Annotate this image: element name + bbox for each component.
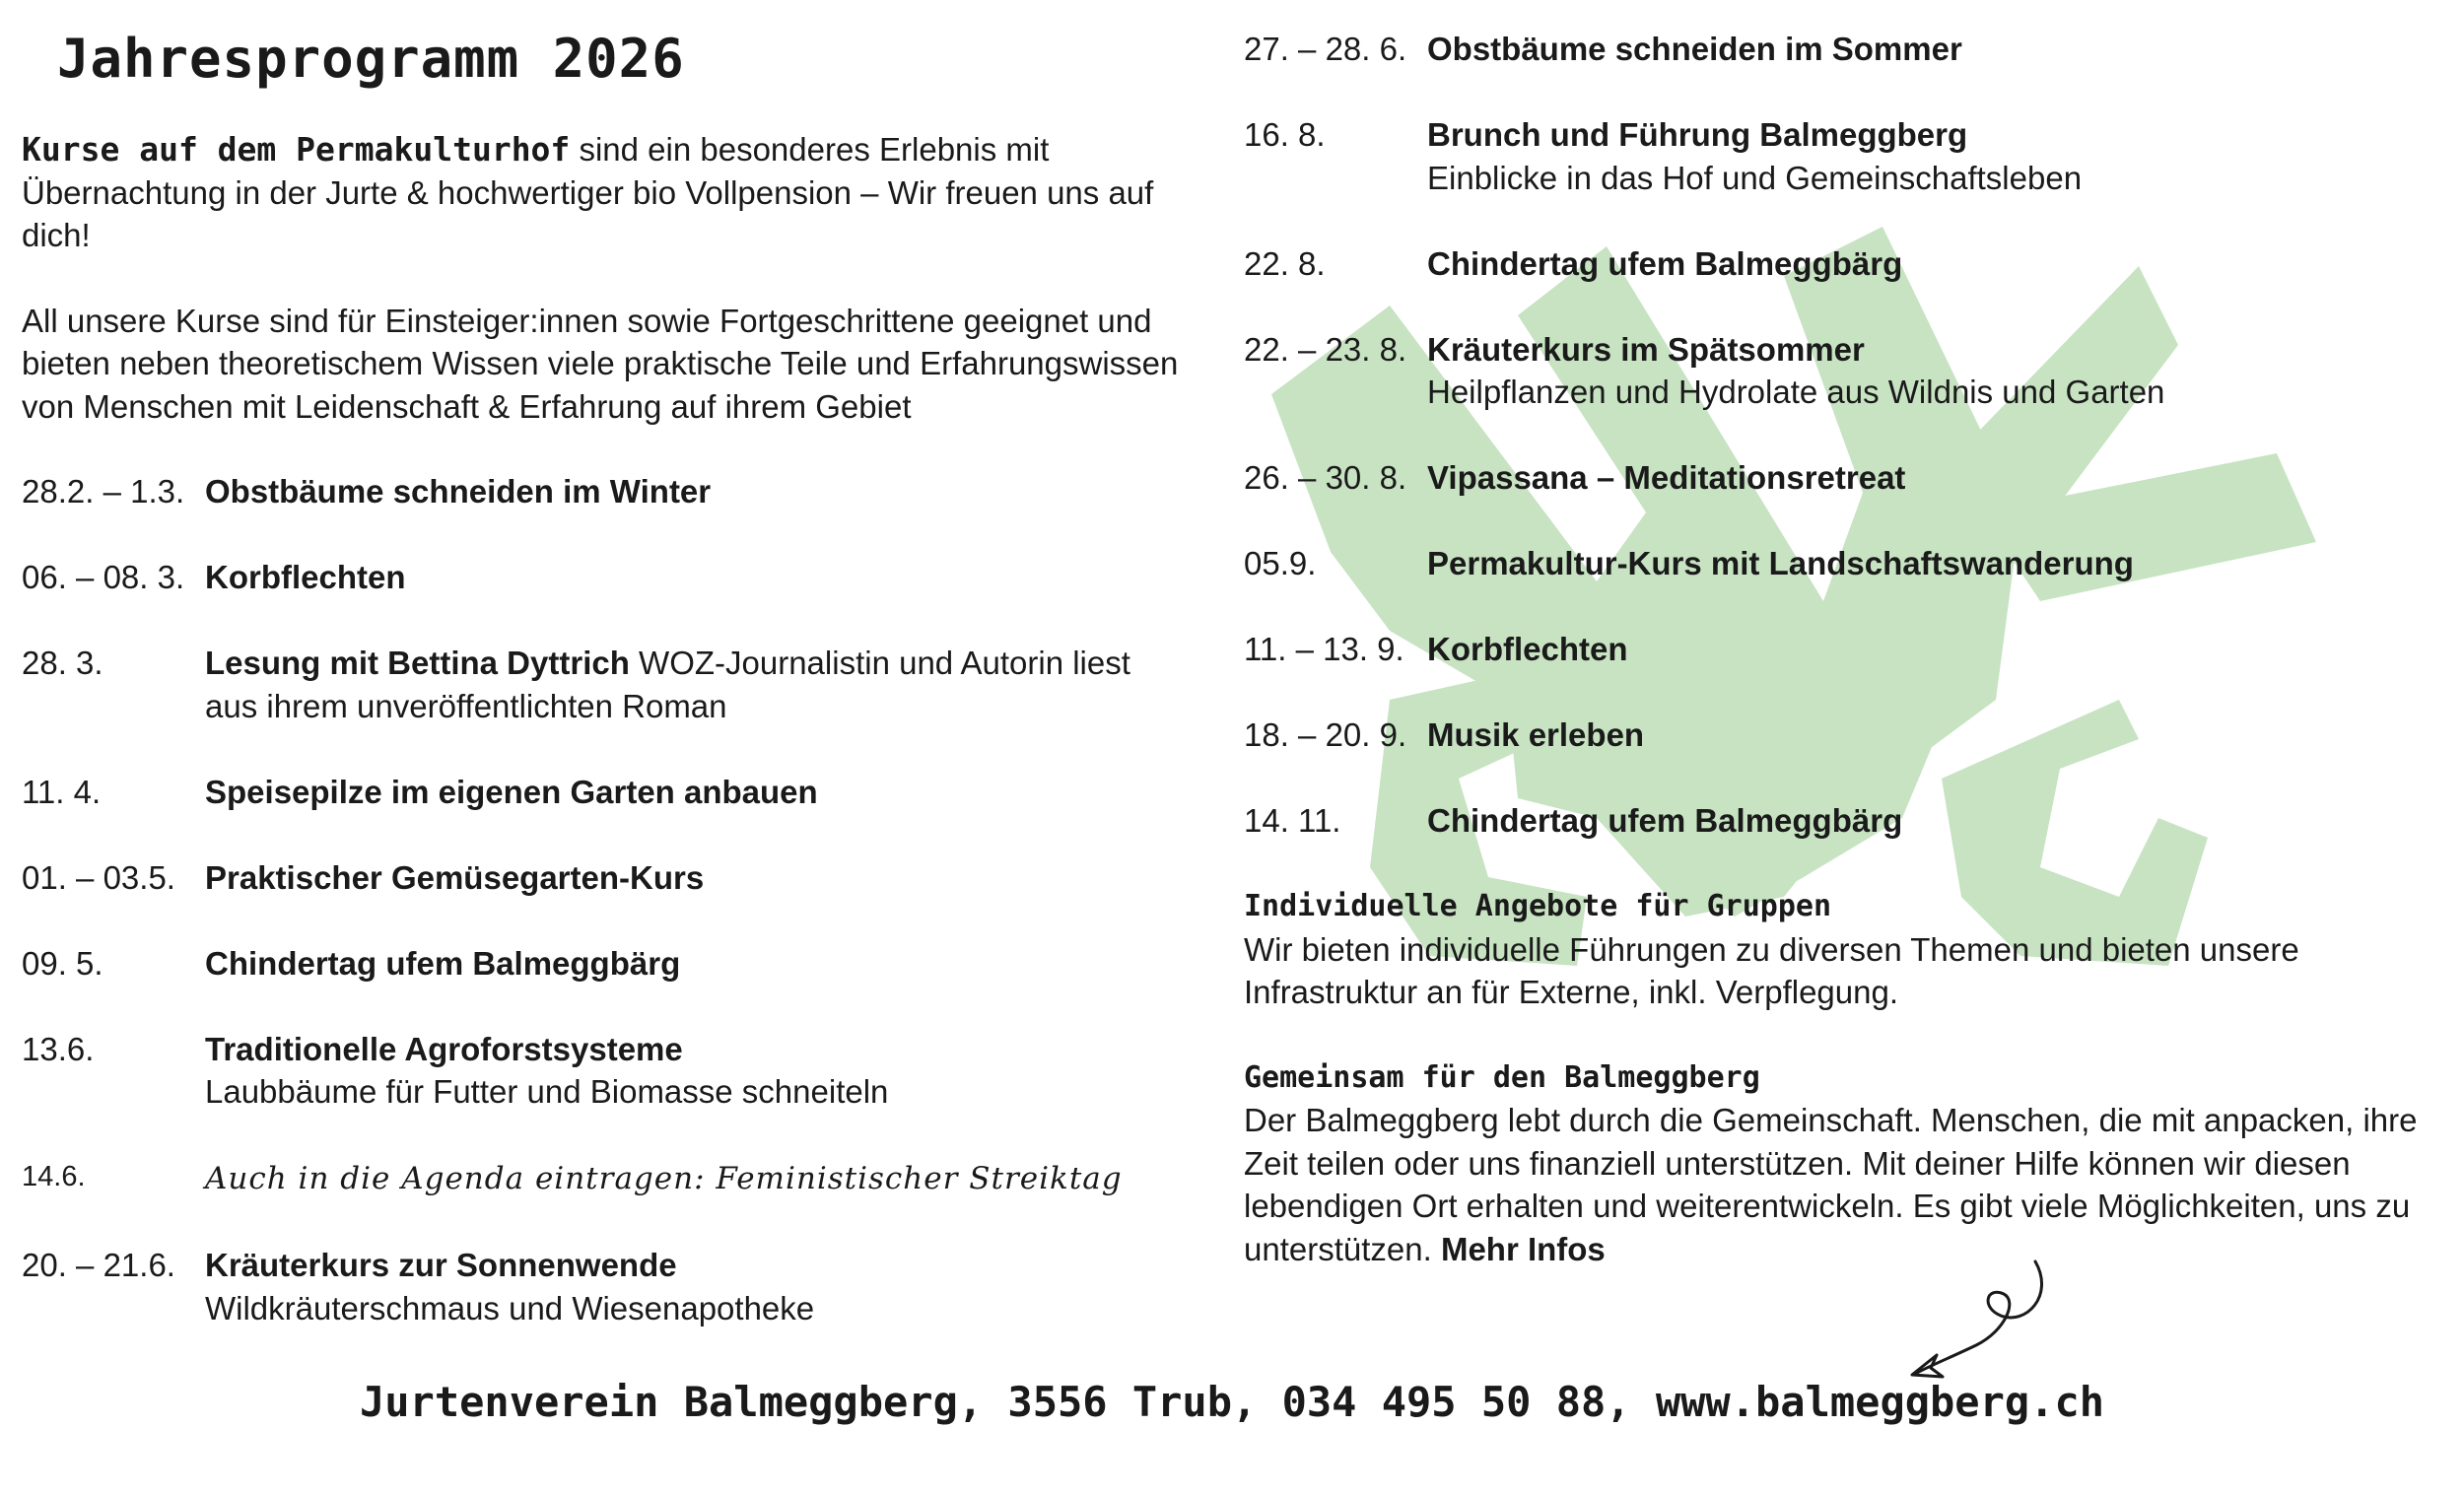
- event-item: [1244, 328, 2427, 414]
- event-item: [22, 642, 1185, 727]
- intro-paragraph: [22, 128, 1185, 257]
- event-title: Chindertag ufem Balmeggbärg: [205, 944, 681, 982]
- event-title: Kräuterkurs zur Sonnenwende: [205, 1247, 677, 1283]
- event-item: [22, 856, 1185, 900]
- right-column: [1244, 28, 2427, 1270]
- page-title: Jahresprogramm 2026: [57, 28, 685, 90]
- event-subtitle: Laubbäume für Futter und Biomasse schneiteln: [205, 1073, 889, 1110]
- community-text: [1244, 1099, 2427, 1270]
- event-title: Speisepilze im eigenen Garten anbauen: [205, 773, 818, 810]
- event-date: 22. 8.: [1244, 244, 1326, 282]
- more-info-link[interactable]: Mehr Infos: [1440, 1230, 1606, 1267]
- event-date: 14.6.: [22, 1161, 86, 1192]
- event-title: Korbflechten: [1427, 631, 1628, 667]
- event-title: Obstbäume schneiden im Sommer: [1427, 31, 1962, 67]
- event-date: 27. – 28. 6.: [1244, 31, 1407, 67]
- event-item: [22, 942, 1185, 986]
- event-date: 26. – 30. 8.: [1244, 459, 1407, 496]
- event-item: [22, 1244, 1185, 1329]
- event-item: [1244, 714, 2427, 757]
- event-date: 28.2. – 1.3.: [22, 473, 185, 510]
- event-date: 14. 11.: [1244, 802, 1341, 839]
- event-title: Obstbäume schneiden im Winter: [205, 473, 712, 510]
- intro-lead-rest: sind ein besonderes Erlebnis mit Übernachtung in der Jurte & hochwertiger bio Vollpension – Wir freuen uns auf dich!: [22, 131, 1154, 253]
- event-item: [22, 470, 1185, 513]
- event-date: 11. 4.: [22, 773, 102, 810]
- event-date: 01. – 03.5.: [22, 858, 175, 896]
- event-date: 20. – 21.6.: [22, 1247, 175, 1283]
- event-date: 05.9.: [1244, 545, 1317, 581]
- event-date: 28. 3.: [22, 645, 103, 681]
- event-subtitle: Heilpflanzen und Hydrolate aus Wildnis und Garten: [1427, 374, 2165, 410]
- event-title: Chindertag ufem Balmeggbärg: [1427, 244, 1903, 282]
- event-item: [1244, 242, 2427, 286]
- event-item: [1244, 28, 2427, 71]
- event-title: Vipassana – Meditationsretreat: [1427, 459, 1906, 496]
- event-title: Korbflechten: [205, 559, 406, 595]
- event-item: [1244, 628, 2427, 671]
- event-item: [22, 771, 1185, 814]
- event-date: 11. – 13. 9.: [1244, 631, 1404, 667]
- event-date: 16. 8.: [1244, 116, 1326, 153]
- footer-contact: Jurtenverein Balmeggberg, 3556 Trub, 034 495 50 88, www.balmeggberg.ch: [359, 1378, 2105, 1426]
- event-item: [1244, 542, 2427, 585]
- event-date: 13.6.: [22, 1030, 95, 1067]
- event-note: Auch in die Agenda eintragen: Feministischer Streiktag: [205, 1161, 1123, 1196]
- event-description: WOZ-Journalistin und Autorin liest aus ihrem unveröffentlichten Roman: [205, 645, 1130, 724]
- event-title: Lesung mit Bettina Dyttrich: [205, 645, 630, 681]
- event-item: [22, 556, 1185, 599]
- event-item: [1244, 113, 2427, 199]
- groups-title: Individuelle Angebote für Gruppen: [1244, 889, 1832, 923]
- event-title: Brunch und Führung Balmeggberg: [1427, 116, 1968, 153]
- event-subtitle: Einblicke in das Hof und Gemeinschaftsleben: [1427, 159, 2083, 196]
- event-date: 18. – 20. 9.: [1244, 716, 1407, 753]
- event-title: Praktischer Gemüsegarten-Kurs: [205, 858, 705, 896]
- event-item: [22, 1028, 1185, 1114]
- intro-lead: Kurse auf dem Permakulturhof: [22, 130, 571, 169]
- event-item: [22, 1156, 1185, 1201]
- event-title: Kräuterkurs im Spätsommer: [1427, 330, 1865, 368]
- event-title: Traditionelle Agroforstsysteme: [205, 1030, 683, 1067]
- community-title: Gemeinsam für den Balmeggberg: [1244, 1059, 1760, 1095]
- event-title: Permakultur-Kurs mit Landschaftswanderung: [1427, 545, 2134, 581]
- groups-text: Wir bieten individuelle Führungen zu diversen Themen und bieten unsere Infrastruktur an für Externe, inkl. Verpflegung.: [1244, 930, 2299, 1010]
- intro-paragraph-2: All unsere Kurse sind für Einsteiger:innen sowie Fortgeschrittene geeignet und bieten neben theoretischem Wissen viele praktische Teile und Erfahrungswissen von Menschen mit Leidenschaft & Erfahrung auf ihrem Gebiet: [22, 302, 1179, 425]
- curly-arrow-icon: [1907, 1257, 2045, 1394]
- event-subtitle: Wildkräuterschmaus und Wiesenapotheke: [205, 1289, 815, 1326]
- event-date: 09. 5.: [22, 944, 103, 982]
- event-title: Chindertag ufem Balmeggbärg: [1427, 802, 1903, 839]
- event-date: 22. – 23. 8.: [1244, 330, 1407, 368]
- event-item: [1244, 799, 2427, 843]
- event-title: Musik erleben: [1427, 716, 1645, 753]
- event-date: 06. – 08. 3.: [22, 559, 185, 595]
- left-column: [22, 28, 1185, 1373]
- event-item: [1244, 456, 2427, 500]
- community-body: Der Balmeggberg lebt durch die Gemeinschaft. Menschen, die mit anpacken, ihre Zeit teilen oder uns finanziell unterstützen. Mit deiner Hilfe können wir diesen lebendigen Ort erhalten und weiterentwickeln. Es gibt viele Möglichkeiten, uns zu unterstützen.: [1244, 1102, 2418, 1267]
